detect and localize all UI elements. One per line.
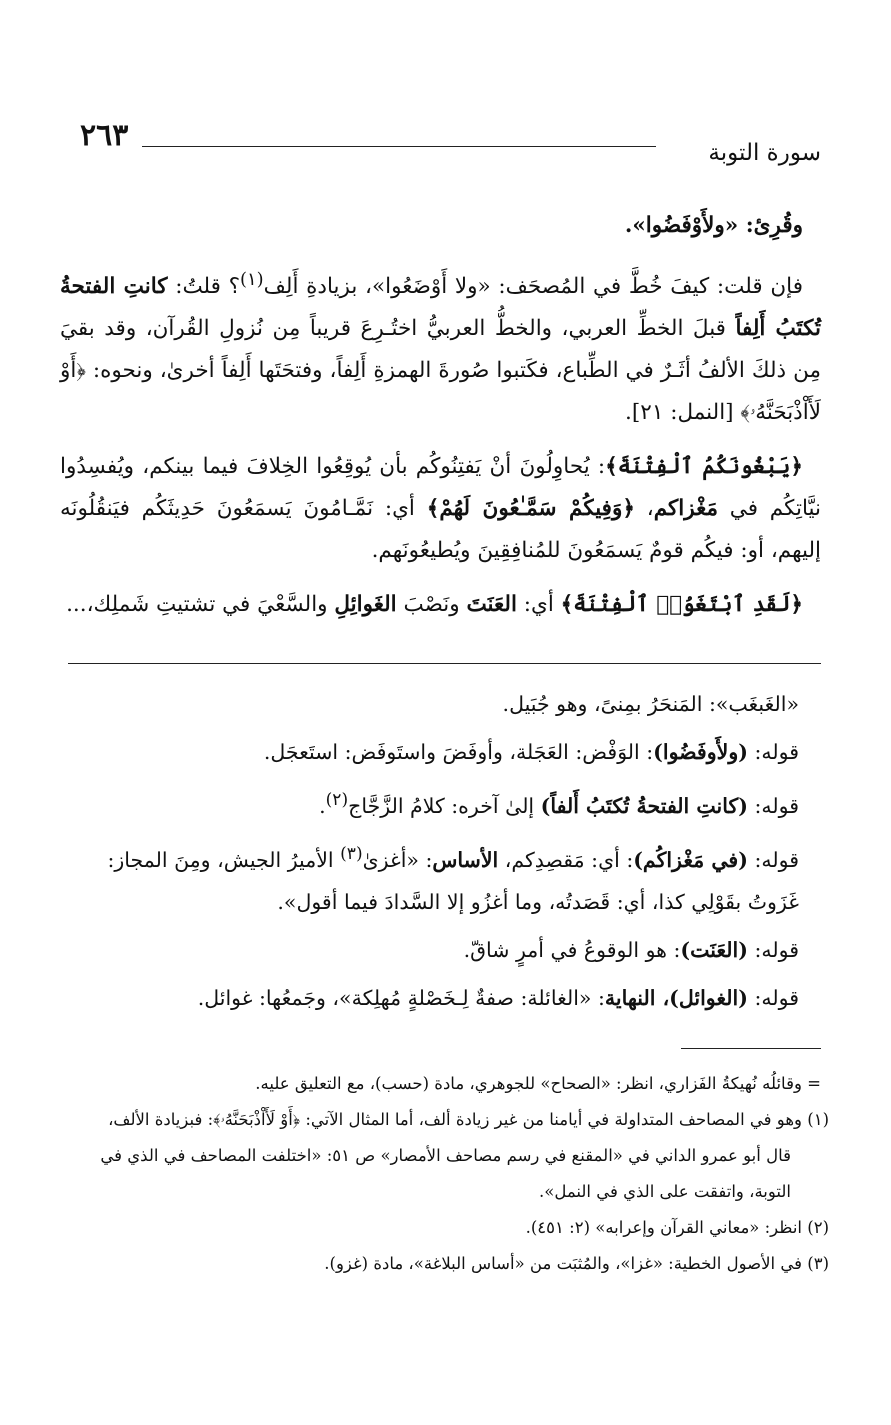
commentary-line-1: «الغَبغَب»: المَنحَرُ بمِنىً، وهو جُبَيل. <box>502 692 799 716</box>
footnote-2: (٢) انظر: «معاني القرآن وإعرابه» (٢: ٤٥١). <box>525 1218 829 1237</box>
footnotes-section <box>60 1066 829 1282</box>
p3-text-b: ونَصْبَ <box>396 592 467 618</box>
footnote-rule <box>681 1048 821 1049</box>
ayah-3: ﴿لَقَدِ ٱبْتَغَوُا۟ ٱلْفِتْنَةَ﴾ <box>560 592 803 618</box>
commentary-line-2 <box>60 731 821 773</box>
commentary-line-4 <box>60 833 821 923</box>
c6-text: : «الغائلة: صفةٌ لِـخَصْلةٍ مُهلِكة»، وجَمعُها: غوائل. <box>197 985 605 1010</box>
p3-text-a: أي: <box>516 592 561 618</box>
c4-bold-asas: الأساس <box>432 847 499 872</box>
p2-text-b: ، <box>634 496 654 522</box>
footnote-1-line-3: التوبة، واتفقت على الذي في النمل». <box>539 1182 791 1201</box>
c5-bold: (العَنَت) <box>680 937 748 962</box>
p1-text-b: ؟ قلتُ: <box>167 274 241 300</box>
p3-bold-ghawail: الغَوائِلِ <box>334 592 397 618</box>
p2-text-c: أي: نَمَّـامُونَ يَسمَعُونَ حَدِيثَكُم فيَنقُلُونَه إليهم، أو: فيكُم قومٌ يَسمَعُونَ للمُنافِقِينَ ويُطيعُونَهم. <box>60 496 821 564</box>
c4-bold: (في مَغْزاكُم) <box>633 847 748 872</box>
p1-text-c: قبلَ الخطِّ العربي، والخطُّ العربيُّ اختُـرِعَ قريباً مِن نُزولِ القُرآن، وقد بقيَ مِن ذلكَ الألفُ أثَـرٌ في الطِّباع، فكَتبوا صُورةَ الهمزةِ أَلِفاً، وفتحَتَها أَلِفاً أخرىٰ، ونحوه: ﴿أَوْ لَأَاْذْبَحَنَّهُۥ﴾ [النمل: ٢١]. <box>60 316 821 426</box>
c6-label: قوله: <box>747 985 799 1010</box>
p3-text-c: والسَّعْيَ في تشتيتِ شَملِك،... <box>66 592 335 618</box>
c2-bold: (ولأَوفَضُوا) <box>653 740 748 764</box>
header-rule <box>142 146 656 147</box>
c2-text: : الوَفْض: العَجَلة، وأوفَضَ واستَوفَض: استَعجَل. <box>263 740 654 764</box>
commentary-line-6 <box>60 977 821 1019</box>
page-number: ٢٦٣ <box>80 118 129 153</box>
footnote-1-line-2: قال أبو عمرو الداني في «المقنع في رسم مصاحف الأمصار» ص ٥١: «اختلفت المصاحف في الذي في <box>100 1146 791 1165</box>
c5-text: : هو الوقوعُ في أمرٍ شاقّ. <box>463 937 681 962</box>
main-paragraph-2 <box>60 446 821 572</box>
c3-text: إلىٰ آخره: كلامُ الزَّجَّاج <box>348 793 541 818</box>
c6-bold: (الغوائل)، النهاية <box>604 985 748 1010</box>
c3-bold: (كانتِ الفتحةُ تُكتَبُ أَلفاً) <box>540 793 748 818</box>
c4-label: قوله: <box>747 847 799 872</box>
footnote-continuation: = وقائلُه نُهيكةُ الفَزاري، انظر: «الصحاح» للجوهري، مادة (حسب)، مع التعليق عليه. <box>255 1074 821 1093</box>
footnote-ref-3[interactable]: (٣) <box>340 843 363 864</box>
c4-text-2: : «أغزىٰ <box>362 847 433 872</box>
footnote-ref-1[interactable]: (١) <box>240 269 264 290</box>
commentary-line-3 <box>60 779 821 827</box>
c3-end: . <box>319 793 326 818</box>
p3-bold-anat: العَنَتَ <box>466 592 517 618</box>
page-header <box>80 118 821 174</box>
p1-bold-quote: كانتِ الفتحةُ تُكتَبُ أَلِفاً <box>60 274 821 342</box>
qira-line: وقُرِئ: «ولأَوْفَضُوا». <box>624 213 803 238</box>
commentary-line-5 <box>60 929 821 971</box>
ayah-1: ﴿يَبْغُونَكُمُ ٱلْفِتْنَةَ﴾ <box>605 454 803 480</box>
c4-text-3: الأميرُ الجيش، ومِنَ المجاز: غَزَوتُ بقَوْلِي كذا، أي: قَصَدتُه، وما أغزُو إلا السَّدادَ فيما أقول». <box>107 847 799 914</box>
main-paragraph-1 <box>60 259 821 434</box>
footnote-ref-2[interactable]: (٢) <box>325 790 349 810</box>
section-divider <box>68 663 821 664</box>
c2-label: قوله: <box>747 740 799 764</box>
commentary-section <box>60 683 821 1025</box>
footnote-3: (٣) في الأصول الخطية: «غزا»، والمُثبَت من «أساس البلاغة»، مادة (غزو). <box>324 1254 829 1273</box>
p2-bold-maghzakum: مَغْزاكم <box>653 496 718 522</box>
surah-name: سورة التوبة <box>708 140 821 166</box>
c5-label: قوله: <box>747 937 799 962</box>
c3-label: قوله: <box>747 793 799 818</box>
main-paragraph-3 <box>60 584 821 626</box>
footnote-1: (١) وهو في المصاحف المتداولة في أيامنا من غير زيادة ألف، أما المثال الآتي: ﴿أَوْ لَأَاْذْبَحَنَّهُۥ﴾: فبزيادة الألف، <box>108 1110 829 1129</box>
c4-text-1: : أي: مَقصِدِكم، <box>498 847 634 872</box>
p2-text-a: : يُحاوِلُونَ أنْ يَفتِنُوكُم بأن يُوقِعُوا الخِلافَ فيما بينكم، ويُفسِدُوا نيَّاتِكُم في <box>60 454 821 522</box>
main-text <box>60 205 821 638</box>
ayah-2: ﴿وَفِيكُمْ سَمَّـٰعُونَ لَهُمْ﴾ <box>426 496 635 522</box>
p1-text-a: فإن قلت: كيفَ خُطَّ في المُصحَف: «ولا أَوْضَعُوا»، بزيادةِ أَلِف <box>263 274 803 300</box>
